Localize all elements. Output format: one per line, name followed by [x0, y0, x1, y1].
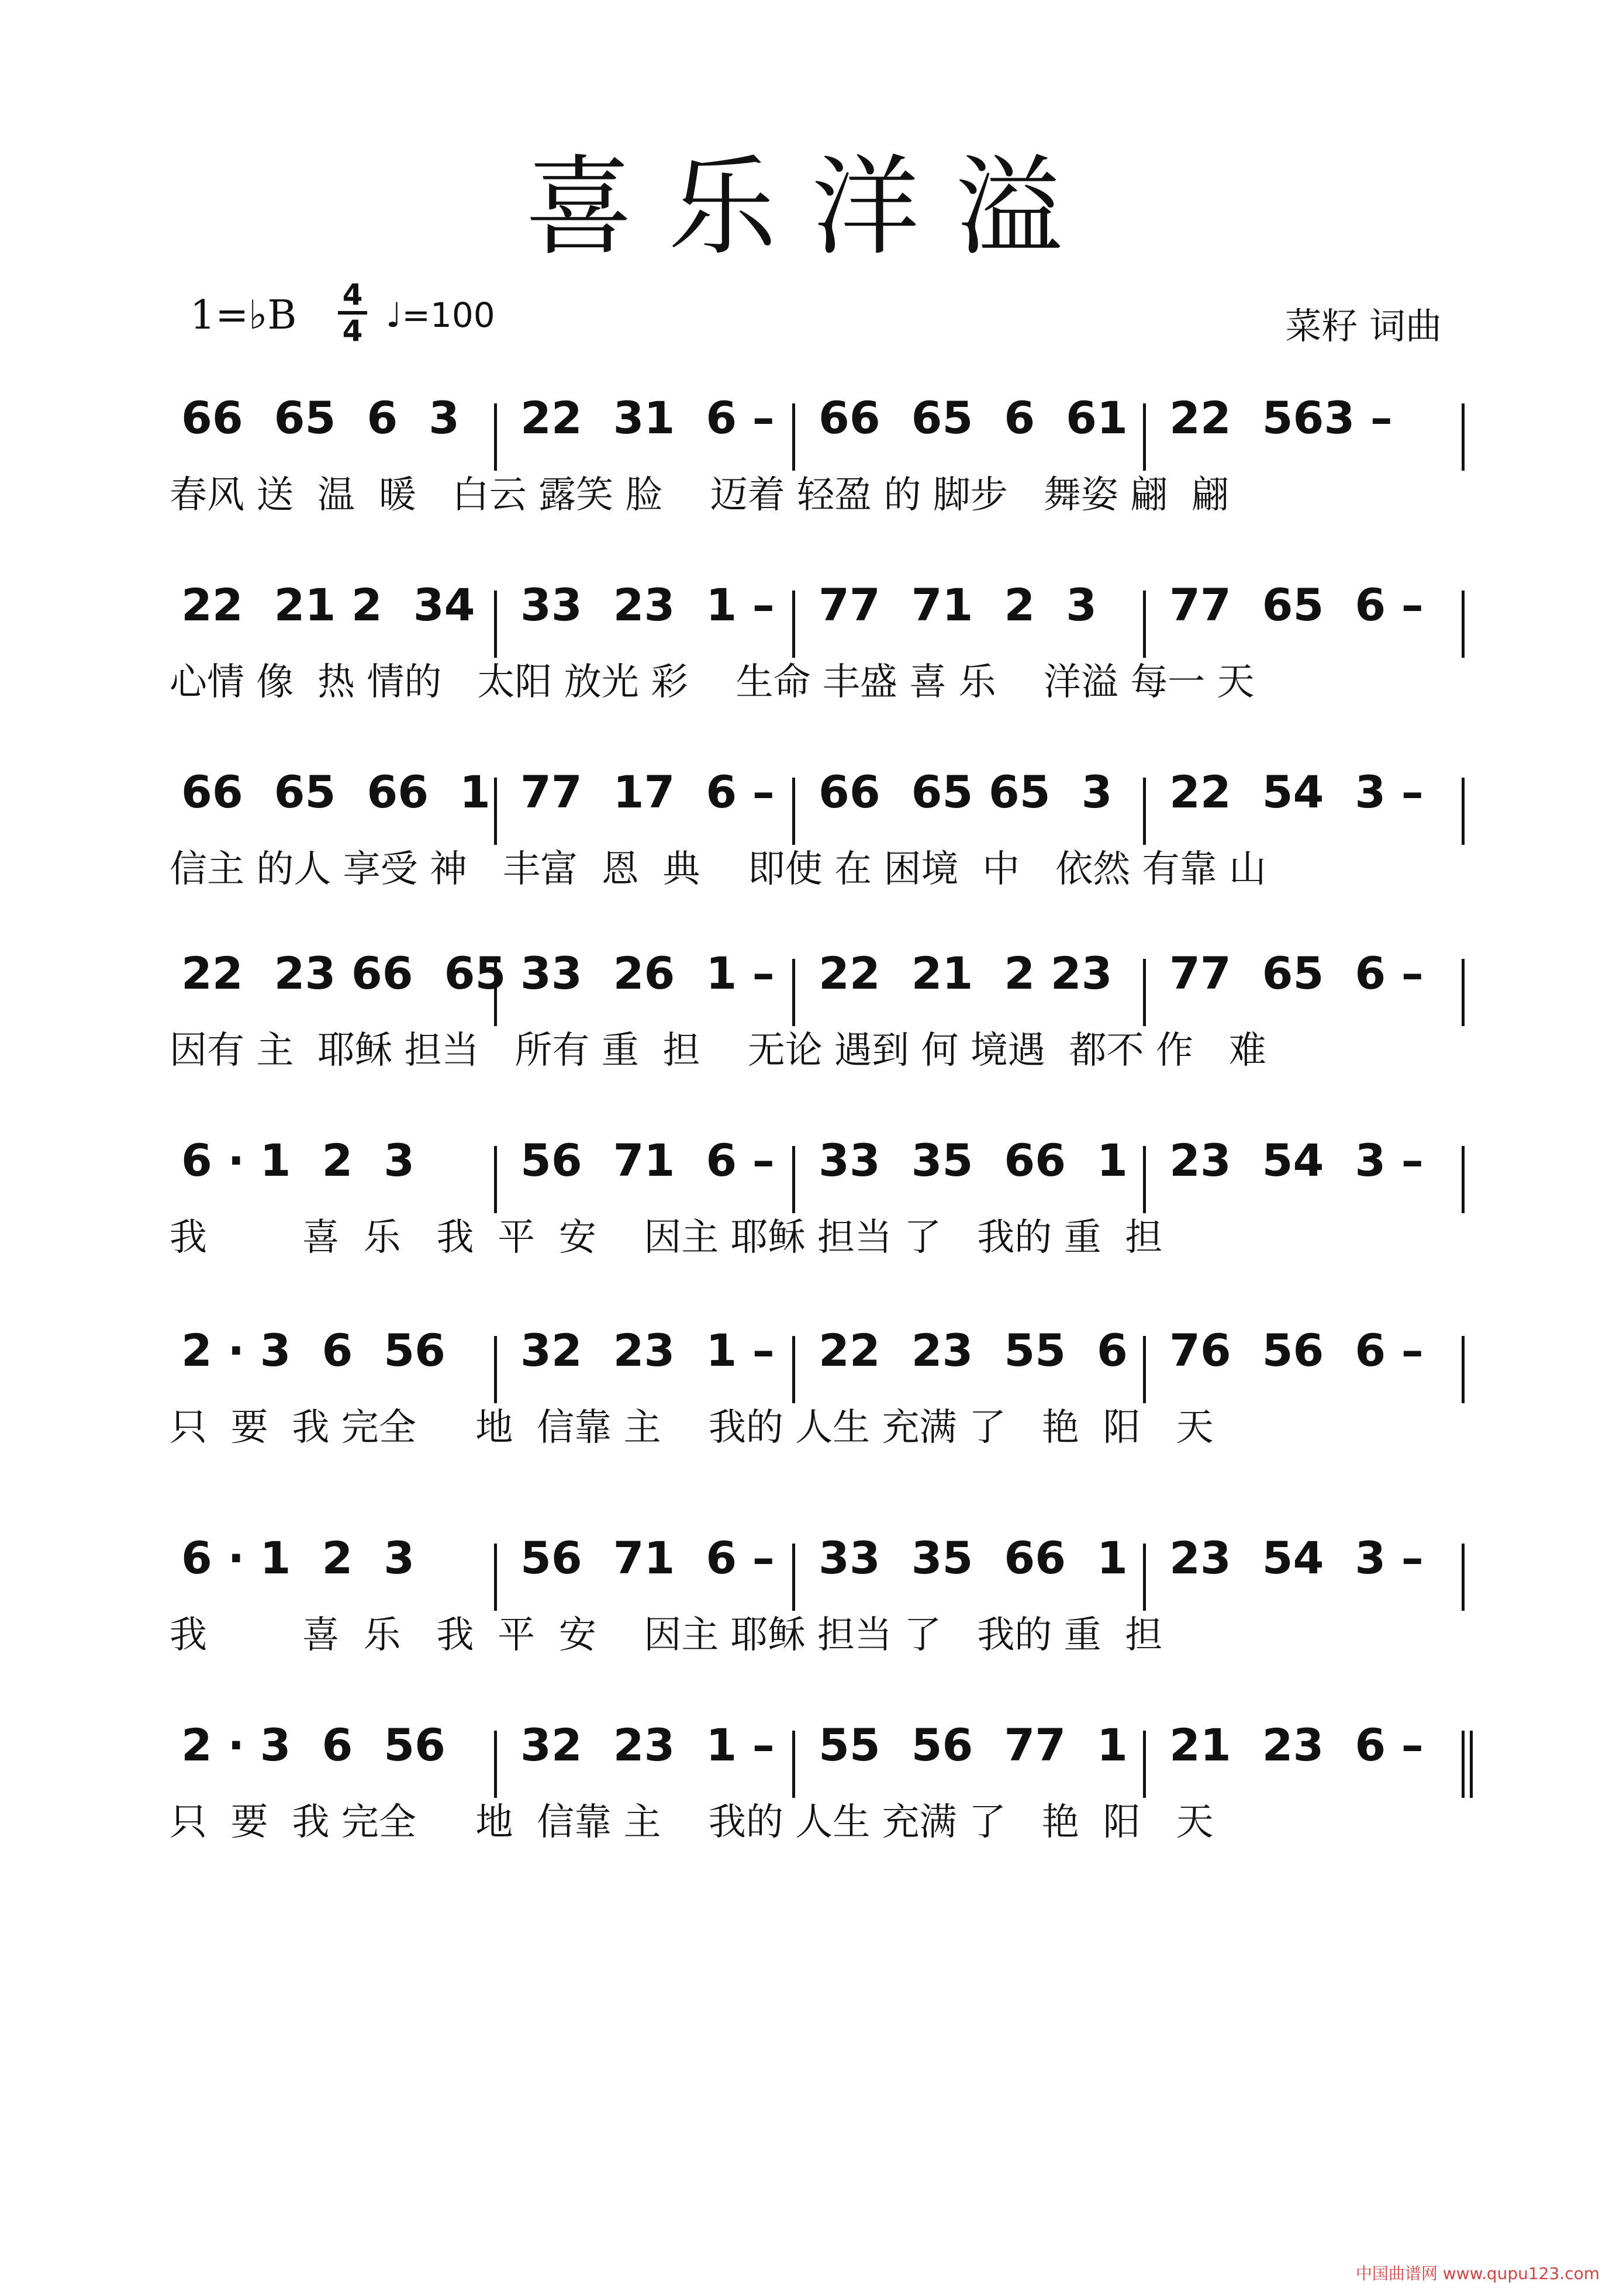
barline	[792, 778, 795, 845]
credit-text: 菜籽 词曲	[1285, 305, 1442, 347]
barline	[1462, 959, 1465, 1026]
barline	[792, 1544, 795, 1611]
measure: 77 71 2 3	[819, 579, 1097, 631]
score-row	[170, 368, 1467, 544]
measure: 77 65 6 –	[1169, 579, 1424, 631]
score-row	[170, 743, 1467, 918]
page-title: 喜乐洋溢	[525, 144, 1098, 270]
barline	[1143, 778, 1146, 845]
barline	[494, 1336, 497, 1403]
measure: 76 56 6 –	[1169, 1324, 1424, 1376]
barline	[494, 591, 497, 658]
score-row	[170, 1301, 1467, 1476]
barline	[494, 403, 497, 471]
measure: 56 71 6 –	[520, 1134, 775, 1186]
measure: 23 54 3 –	[1169, 1532, 1424, 1584]
lyric-line: 只 要 我 完全 地 信靠 主 我的 人生 充满 了 艳 阳 天	[170, 1801, 1214, 1844]
barline	[1143, 1146, 1146, 1213]
measure: 22 563 –	[1169, 392, 1393, 444]
lyric-line: 我 喜 乐 我 平 安 因主 耶稣 担当 了 我的 重 担	[170, 1614, 1163, 1657]
measure: 22 21 2 23	[819, 947, 1113, 999]
barline	[494, 1544, 497, 1611]
measure: 23 54 3 –	[1169, 1134, 1424, 1186]
lyric-line: 信主 的人 享受 神 丰富 恩 典 即使 在 困境 中 依然 有靠 山	[170, 848, 1266, 891]
measure: 21 23 6 –	[1169, 1719, 1424, 1771]
measure: 22 23 55 6	[819, 1324, 1128, 1376]
measure: 22 54 3 –	[1169, 766, 1424, 818]
score-row	[170, 555, 1467, 731]
measure: 22 31 6 –	[520, 392, 775, 444]
lyric-line: 只 要 我 完全 地 信靠 主 我的 人生 充满 了 艳 阳 天	[170, 1406, 1214, 1449]
measure: 33 35 66 1	[819, 1532, 1128, 1584]
barline	[1143, 1731, 1146, 1798]
measure: 33 23 1 –	[520, 579, 775, 631]
barline	[494, 959, 497, 1026]
measure: 2 · 3 6 56	[181, 1324, 446, 1376]
key-signature: 1=♭B	[190, 292, 297, 339]
lyric-line: 因有 主 耶稣 担当 所有 重 担 无论 遇到 何 境遇 都不 作 难	[170, 1029, 1266, 1072]
measure: 6 · 1 2 3	[181, 1134, 415, 1186]
barline	[494, 778, 497, 845]
measure: 56 71 6 –	[520, 1532, 775, 1584]
measure: 66 65 66 1	[181, 766, 491, 818]
barline	[792, 959, 795, 1026]
score-row	[170, 1696, 1467, 1871]
barline	[1143, 1336, 1146, 1403]
barline	[792, 1146, 795, 1213]
barline	[1462, 778, 1465, 845]
measure: 33 26 1 –	[520, 947, 775, 999]
measure: 55 56 77 1	[819, 1719, 1128, 1771]
score-row	[170, 924, 1467, 1099]
measure: 22 21 2 34	[181, 579, 475, 631]
watermark: 中国曲谱网 www.qupu123.com	[1355, 2264, 1600, 2283]
lyric-line: 春风 送 温 暖 白云 露笑 脸 迈着 轻盈 的 脚步 舞姿 翩 翩	[170, 474, 1229, 517]
barline	[1143, 1544, 1146, 1611]
barline	[792, 591, 795, 658]
score-row	[170, 1508, 1467, 1684]
lyric-line: 我 喜 乐 我 平 安 因主 耶稣 担当 了 我的 重 担	[170, 1216, 1163, 1259]
measure: 2 · 3 6 56	[181, 1719, 446, 1771]
barline	[1143, 959, 1146, 1026]
measure: 32 23 1 –	[520, 1324, 775, 1376]
barline	[1462, 1731, 1465, 1798]
barline	[792, 403, 795, 471]
score-row	[170, 1111, 1467, 1286]
barline	[1462, 1544, 1465, 1611]
measure: 66 65 6 3	[181, 392, 460, 444]
barline	[1462, 1146, 1465, 1213]
barline	[792, 1336, 795, 1403]
barline	[494, 1146, 497, 1213]
measure: 32 23 1 –	[520, 1719, 775, 1771]
lyric-line: 心情 像 热 情的 太阳 放光 彩 生命 丰盛 喜 乐 洋溢 每一 天	[170, 661, 1255, 704]
measure: 6 · 1 2 3	[181, 1532, 415, 1584]
tempo-marking: ♩=100	[386, 295, 495, 335]
barline	[1143, 403, 1146, 471]
measure: 77 17 6 –	[520, 766, 775, 818]
time-signature: 4 4	[338, 279, 367, 346]
measure: 66 65 6 61	[819, 392, 1128, 444]
barline	[494, 1731, 497, 1798]
barline	[1462, 403, 1465, 471]
barline	[1462, 1336, 1465, 1403]
measure: 22 23 66 65	[181, 947, 506, 999]
measure: 33 35 66 1	[819, 1134, 1128, 1186]
barline	[1462, 591, 1465, 658]
barline	[1143, 591, 1146, 658]
barline	[792, 1731, 795, 1798]
measure: 77 65 6 –	[1169, 947, 1424, 999]
measure: 66 65 65 3	[819, 766, 1113, 818]
